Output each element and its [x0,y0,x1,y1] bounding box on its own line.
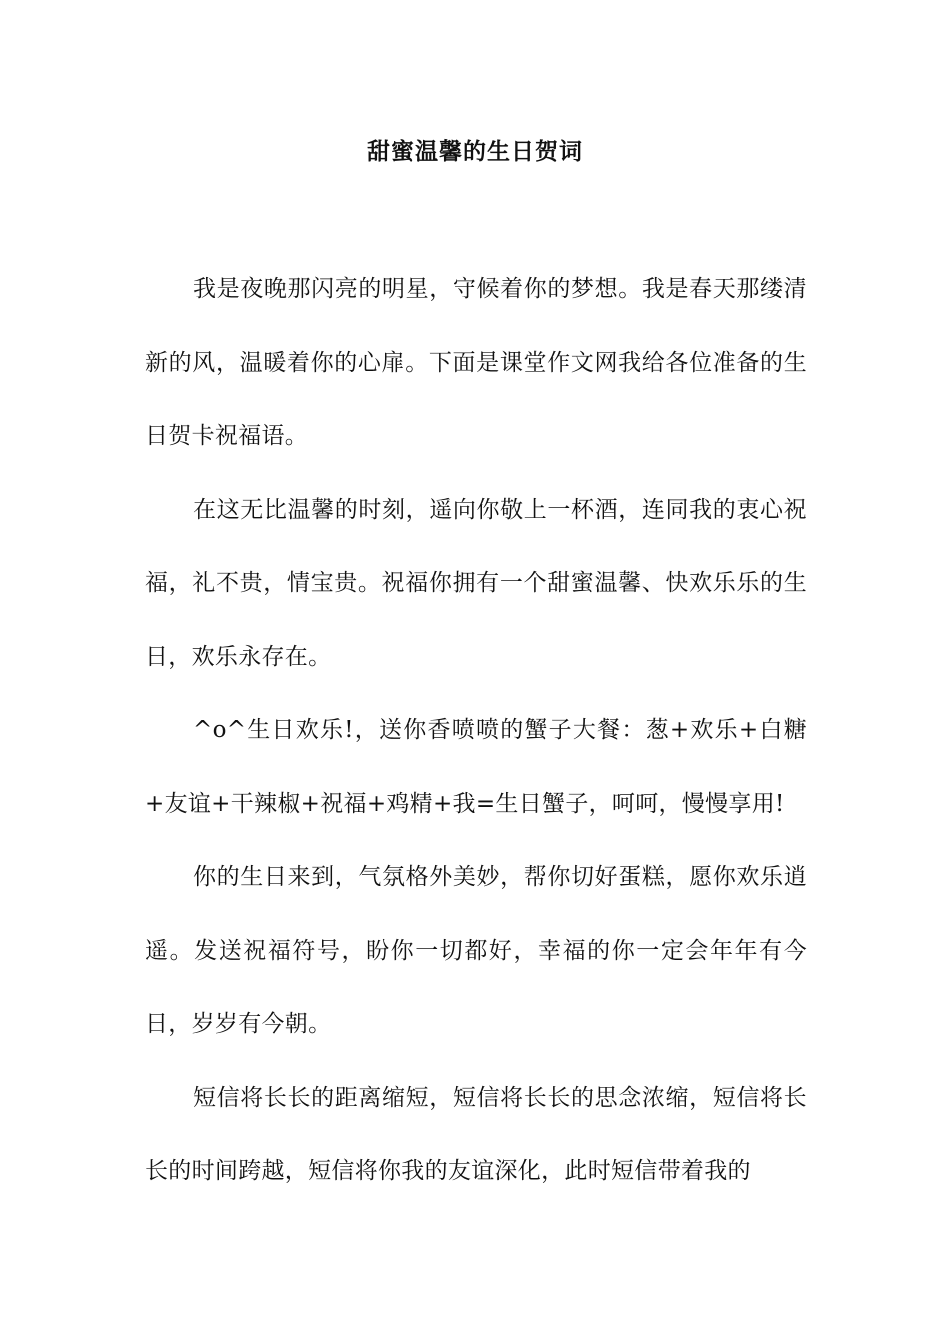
document-body [145,253,807,1209]
paragraph: 你的生日来到，气氛格外美妙，帮你切好蛋糕，愿你欢乐逍遥。发送祝福符号，盼你一切都好，幸福的你一定会年年有今日，岁岁有今朝。 [145,864,807,1037]
paragraph: 我是夜晚那闪亮的明星，守候着你的梦想。我是春天那缕清新的风，温暖着你的心扉。下面是课堂作文网我给各位准备的生日贺卡祝福语。 [145,276,807,449]
paragraph: 在这无比温馨的时刻，遥向你敬上一杯酒，连同我的衷心祝福，礼不贵，情宝贵。祝福你拥有一个甜蜜温馨、快欢乐乐的生日，欢乐永存在。 [145,496,807,670]
paragraph: 短信将长长的距离缩短，短信将长长的思念浓缩，短信将长长的时间跨越，短信将你我的友谊深化，此时短信带着我的 [145,1084,807,1184]
document-title: 甜蜜温馨的生日贺词 [367,138,583,165]
paragraph: ^o^生日欢乐!，送你香喷喷的蟹子大餐：葱+欢乐+白糖+友谊+干辣椒+祝福+鸡精+我=生日蟹子，呵呵，慢慢享用! [145,717,807,817]
